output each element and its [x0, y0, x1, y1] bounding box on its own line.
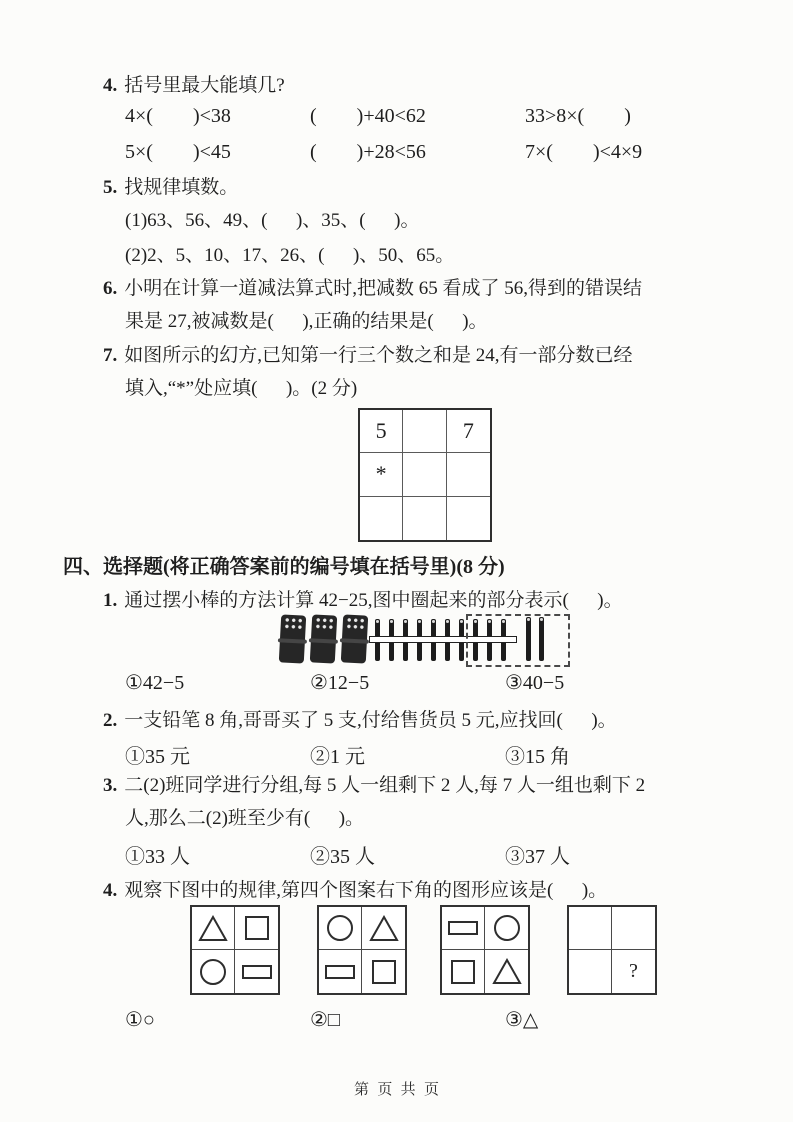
pattern-cell [362, 907, 405, 950]
pattern-cell [192, 907, 235, 950]
choice-q3-line1 [103, 773, 645, 799]
circle-icon [494, 915, 520, 941]
options-row [62, 1007, 752, 1035]
sequence-item: (2)2、5、10、17、26、( )、50、65。 [125, 245, 455, 266]
pattern-grid-1 [190, 905, 280, 995]
equation: 7×( )<4×9 [525, 141, 643, 163]
circle-icon [327, 915, 353, 941]
triangle-icon [492, 958, 522, 985]
question-text: 一支铅笔 8 角,哥哥买了 5 支,付给售货员 5 元,应找回( )。 [124, 710, 617, 731]
options-row [62, 740, 752, 768]
equation-row [62, 105, 752, 133]
question-6-line2: 果是 27,被减数是( ),正确的结果是( )。 [125, 311, 488, 332]
question-7-line1 [103, 343, 633, 369]
stick-bundle-icon [310, 614, 337, 663]
question-text: 括号里最大能填几? [124, 75, 285, 96]
pattern-cell [569, 950, 612, 993]
pattern-cell [319, 950, 362, 993]
option: ③15 角 [505, 746, 570, 768]
question-number: 5. [103, 177, 118, 198]
pattern-cell [192, 950, 235, 993]
question-5-title [103, 175, 238, 201]
magic-cell [403, 410, 446, 453]
option: ②35 人 [310, 846, 375, 868]
question-7-line2: 填入,“*”处应填( )。(2 分) [125, 378, 358, 399]
equation-row [62, 141, 752, 169]
equation: ( )+28<56 [310, 141, 426, 163]
option: ①35 元 [125, 746, 190, 768]
question-text: 找规律填数。 [124, 177, 239, 198]
question-number: 4. [103, 880, 118, 901]
choice-q2-text [103, 708, 617, 734]
pattern-cell [569, 907, 612, 950]
magic-cell [447, 497, 490, 540]
pattern-cell [235, 907, 278, 950]
option: ②1 元 [310, 746, 365, 768]
options-row [62, 840, 752, 868]
page-footer: 第 页 共 页 [353, 1081, 439, 1098]
pattern-cell [362, 950, 405, 993]
rect-icon [325, 965, 355, 979]
dashed-selection-box [466, 614, 570, 667]
question-number: 4. [103, 75, 118, 96]
magic-cell [403, 497, 446, 540]
question-text: 通过摆小棒的方法计算 42−25,图中圈起来的部分表示( )。 [124, 590, 623, 611]
pattern-grid-3 [440, 905, 530, 995]
option: ②□ [310, 1009, 341, 1031]
question-number: 1. [103, 590, 118, 611]
choice-q4-text [103, 878, 607, 904]
pattern-grids-figure [62, 905, 752, 995]
options-row [62, 670, 752, 698]
pattern-cell [442, 950, 485, 993]
square-icon [372, 960, 396, 984]
magic-square-figure [358, 408, 492, 542]
pattern-grid-2 [317, 905, 407, 995]
magic-cell [447, 453, 490, 496]
stick-bundle-icon [341, 614, 368, 663]
triangle-icon [369, 915, 399, 942]
magic-cell: * [360, 453, 403, 496]
exam-content [62, 62, 752, 1072]
pattern-cell [612, 907, 655, 950]
magic-cell: 5 [360, 410, 403, 453]
option: ②12−5 [310, 672, 370, 694]
rect-icon [242, 965, 272, 979]
equation: 4×( )<38 [125, 105, 231, 127]
option: ①33 人 [125, 846, 190, 868]
equation: 33>8×( ) [525, 105, 631, 127]
option: ③△ [505, 1009, 539, 1031]
pattern-grid-4 [567, 905, 657, 995]
equation: ( )+40<62 [310, 105, 426, 127]
triangle-icon [198, 915, 228, 942]
question-4-title [103, 73, 285, 99]
magic-cell [360, 497, 403, 540]
question-number: 6. [103, 278, 118, 299]
sequence-item: (1)63、56、49、( )、35、( )。 [125, 210, 420, 231]
option: ①○ [125, 1009, 156, 1031]
equation: 5×( )<45 [125, 141, 231, 163]
pattern-cell [485, 950, 528, 993]
circle-icon [200, 959, 226, 985]
stick-bundle-icon [279, 614, 306, 663]
section-4-heading: 四、选择题(将正确答案前的编号填在括号里)(8 分) [63, 556, 505, 578]
choice-q1-text [103, 588, 623, 614]
question-number: 3. [103, 775, 118, 796]
question-number: 2. [103, 710, 118, 731]
question-text: 观察下图中的规律,第四个图案右下角的图形应该是( )。 [124, 880, 608, 901]
option: ③37 人 [505, 846, 570, 868]
magic-cell [403, 453, 446, 496]
choice-q3-line2: 人,那么二(2)班至少有( )。 [125, 808, 365, 829]
question-text: 二(2)班同学进行分组,每 5 人一组剩下 2 人,每 7 人一组也剩下 2 [124, 775, 646, 796]
option: ③40−5 [505, 672, 565, 694]
square-icon [451, 960, 475, 984]
pattern-cell: ? [629, 960, 638, 982]
question-6-line1 [103, 276, 642, 302]
pattern-cell [442, 907, 485, 950]
pattern-cell [319, 907, 362, 950]
square-icon [245, 916, 269, 940]
question-text: 如图所示的幻方,已知第一行三个数之和是 24,有一部分数已经 [124, 345, 633, 366]
pattern-cell [485, 907, 528, 950]
question-number: 7. [103, 345, 118, 366]
option: ①42−5 [125, 672, 185, 694]
rect-icon [448, 921, 478, 935]
pattern-cell [235, 950, 278, 993]
sticks-figure [280, 614, 580, 666]
question-text: 小明在计算一道减法算式时,把减数 65 看成了 56,得到的错误结 [124, 278, 643, 299]
magic-cell: 7 [447, 410, 490, 453]
